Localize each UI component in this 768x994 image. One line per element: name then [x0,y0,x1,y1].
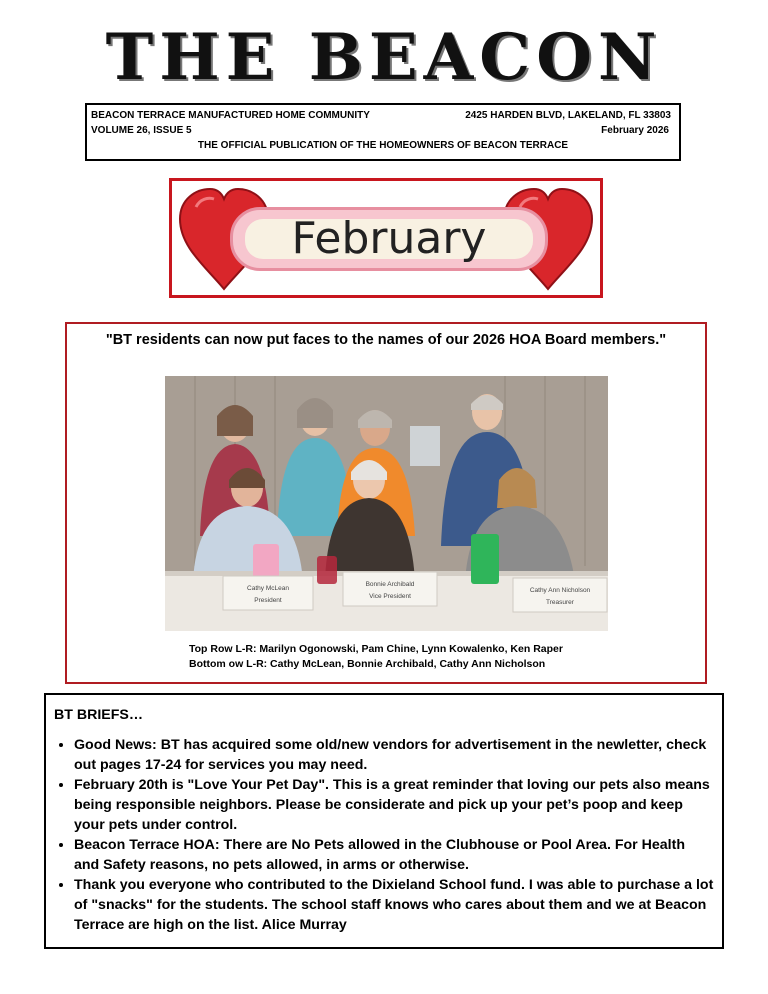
community-name: BEACON TERRACE MANUFACTURED HOME COMMUNITY [91,110,370,121]
volume-issue: VOLUME 26, ISSUE 5 [91,125,192,136]
caption-bottom-row: Bottom ow L-R: Cathy McLean, Bonnie Archibald, Cathy Ann Nicholson [189,658,546,670]
tagline: THE OFFICIAL PUBLICATION OF THE HOMEOWNERS OF BEACON TERRACE [197,140,569,151]
community-address: 2425 HARDEN BLVD, LAKELAND, FL 33803 [465,110,671,121]
placard-name-1: Cathy McLean [247,585,289,592]
photo-caption [189,642,563,672]
board-quote: "BT residents can now put faces to the names of our 2026 HOA Board members." [105,332,667,348]
masthead-title: THE BEACON [105,20,663,95]
list-item: • Good News: BT has acquired some old/new vendors for advertisement in the newletter, check out pages 17-24 for services you may need. [74,735,714,775]
placard-title-3: Treasurer [546,599,574,606]
list-item: • February 20th is "Love Your Pet Day". This is a great reminder that loving our pets also means being responsible neighbors. Please be considerate and pick up your pet’s poop and keep your pets under control. [74,775,714,835]
placard-title-1: President [254,597,282,604]
list-item: • Beacon Terrace HOA: There are No Pets allowed in the Clubhouse or Pool Area. For Health and Safety reasons, no pets allowed, in arms or otherwise. [74,835,714,875]
banner-month-word: February [291,213,487,264]
list-item: • Thank you everyone who contributed to the Dixieland School fund. I was able to purchase a lot of "snacks" for the students. The school staff knows who cares about them and we at Beacon Terrace are high on the list. Alice Murray [74,875,714,935]
placard-name-3: Cathy Ann Nicholson [529,587,591,594]
board-group-photo [165,376,608,631]
publication-info-box [85,103,681,161]
briefs-heading: BT BRIEFS… [54,707,144,723]
month-banner [169,178,603,298]
placard-name-2: Bonnie Archibald [365,581,415,588]
briefs-list [54,735,714,935]
board-photo-section [65,322,707,684]
caption-top-row: Top Row L-R: Marilyn Ogonowski, Pam Chine, Lynn Kowalenko, Ken Raper [189,643,563,655]
bt-briefs-box [44,693,724,949]
issue-date: February 2026 [601,125,669,136]
placard-title-2: Vice President [369,593,411,600]
